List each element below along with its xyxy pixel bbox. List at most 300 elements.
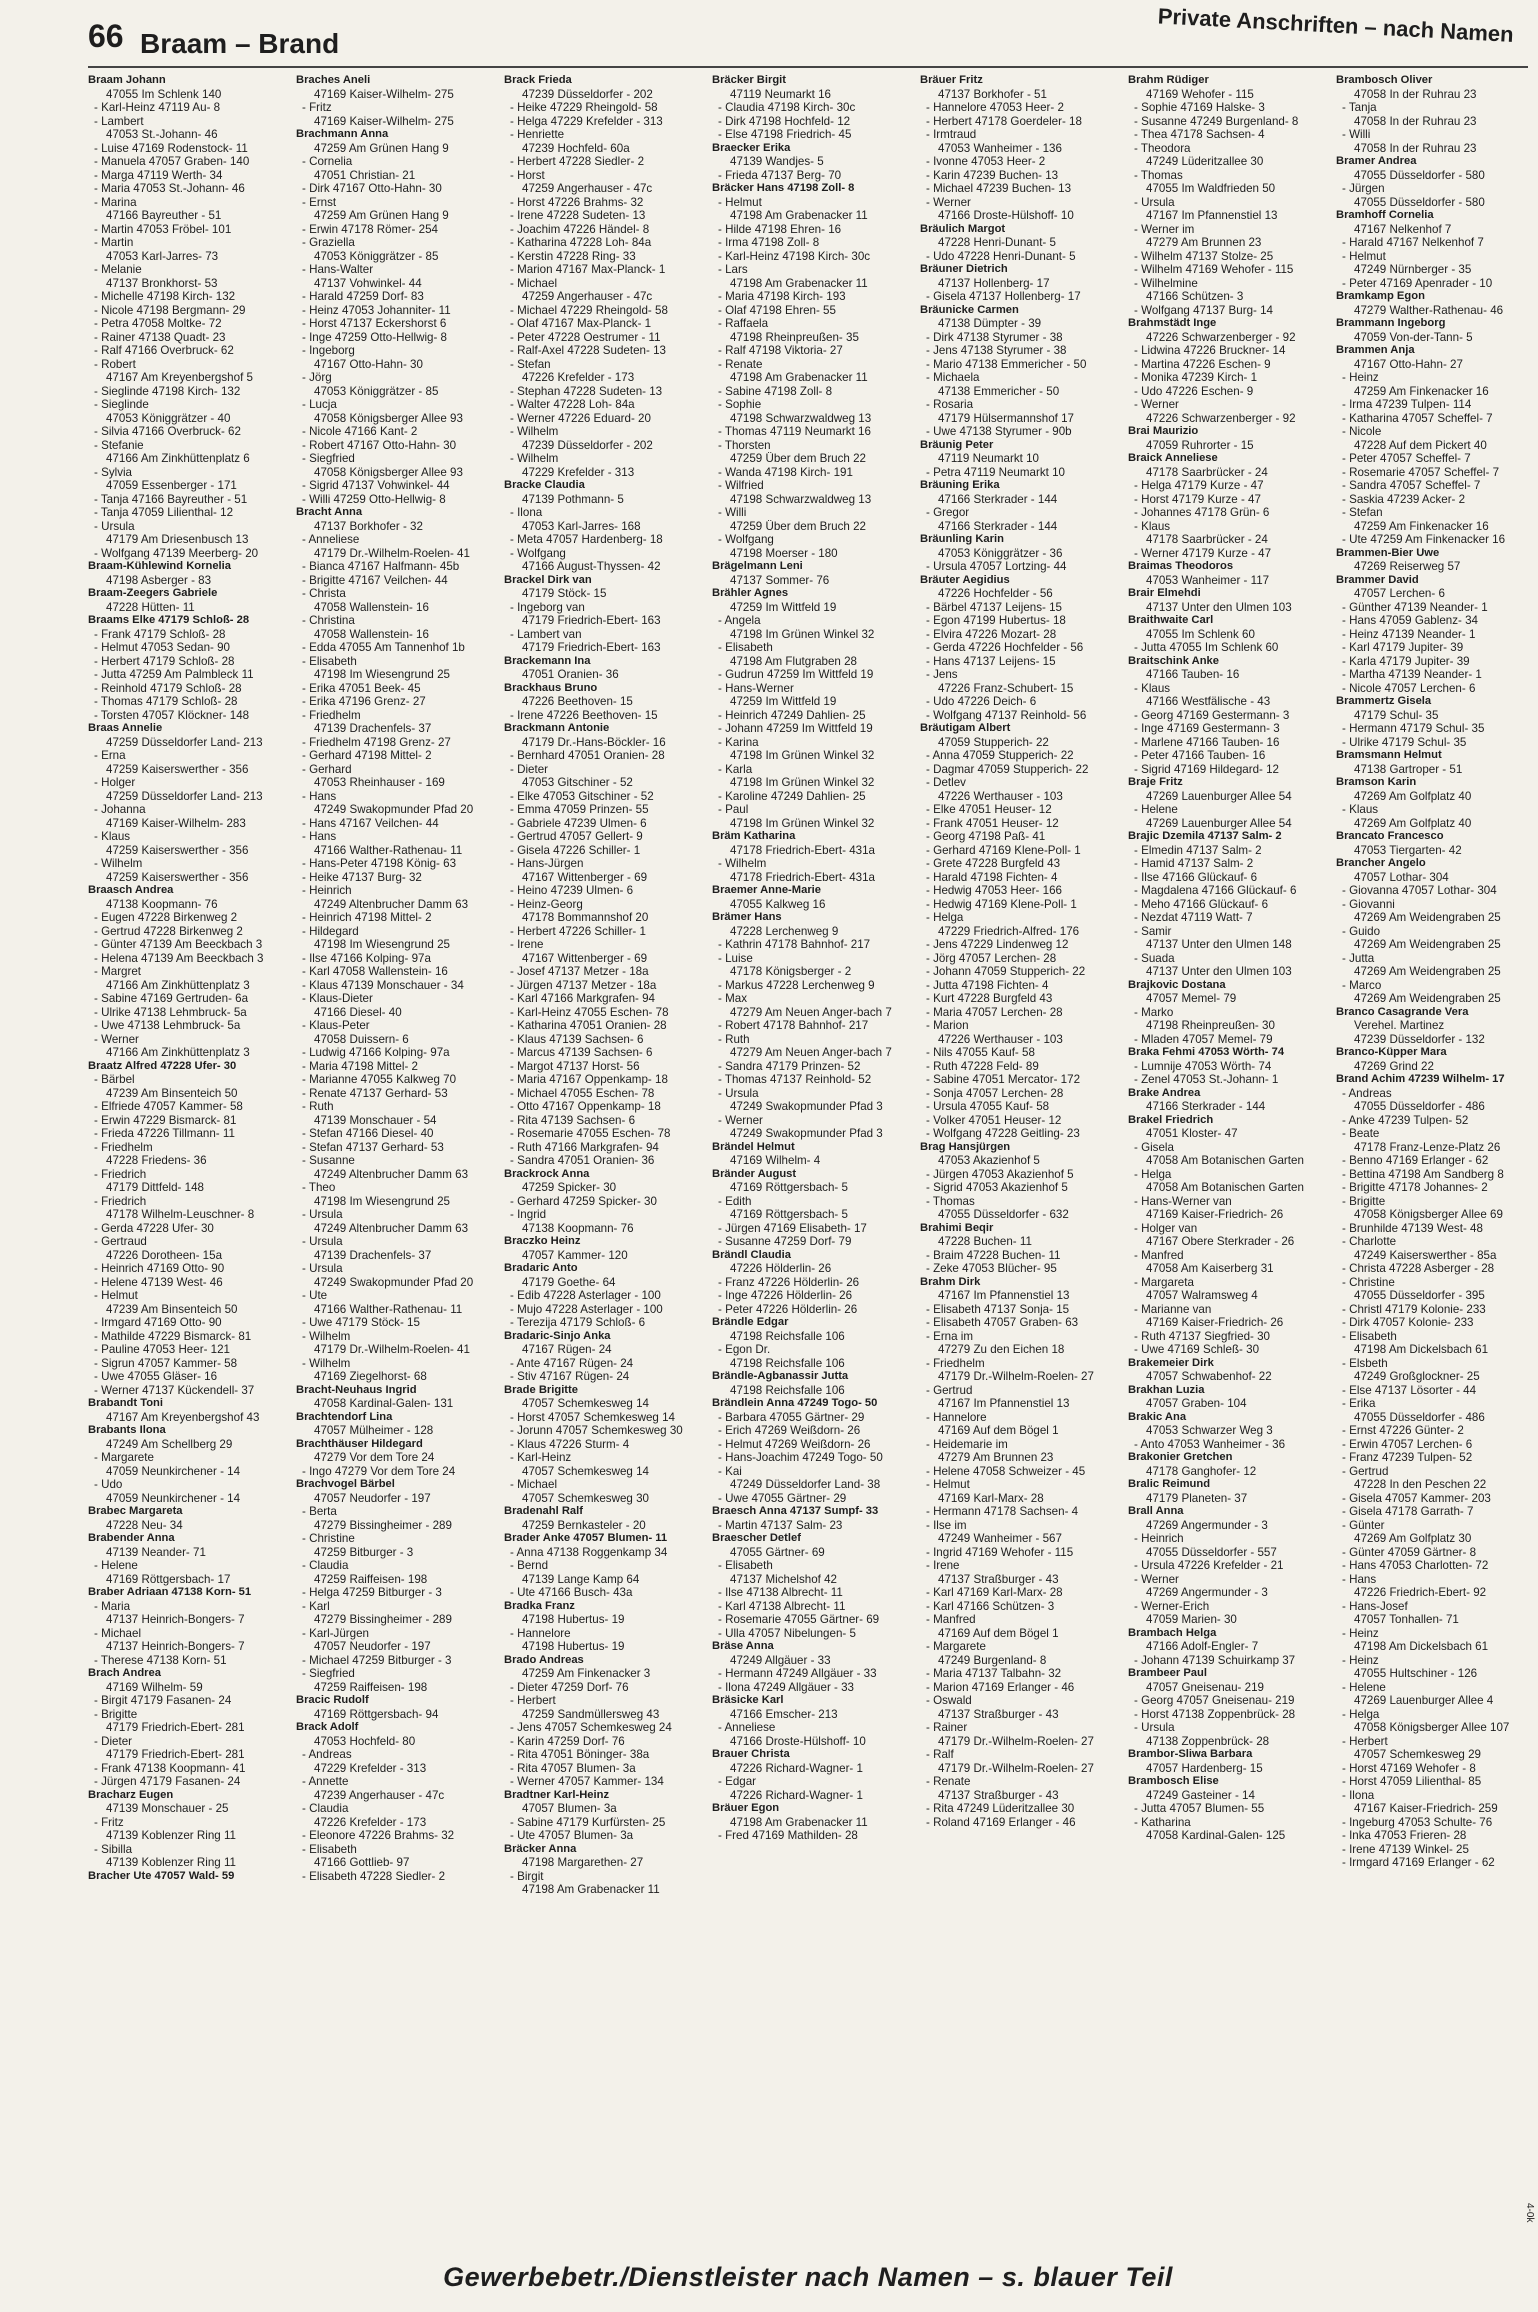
entry-address: 47179 Dr.-Wilhelm-Roelen- 41 bbox=[314, 1343, 470, 1356]
entry-address: 47169 Wehofer - 115 bbox=[1146, 87, 1254, 101]
entry-person: - Werner bbox=[94, 1032, 139, 1046]
entry-address: 47138 Zoppenbrück- 28 bbox=[1146, 1734, 1270, 1748]
entry-surname: Bräunicke Carmen bbox=[920, 303, 1019, 316]
entry-person: - Wolfgang bbox=[718, 533, 774, 546]
entry-address: 47059 Neunkirchener - 14 bbox=[106, 1464, 241, 1478]
entry-person: - Ursula bbox=[302, 1235, 343, 1248]
entry-person: - Claudia bbox=[302, 1802, 349, 1815]
entry-address: 47169 Kaiser-Wilhelm- 275 bbox=[314, 114, 454, 128]
entry-person: - Christa bbox=[302, 587, 346, 600]
entry-surname: Braasch Andrea bbox=[88, 884, 174, 896]
entry-person: - Jutta 47259 Am Palmbleck 11 bbox=[94, 668, 254, 681]
entry-address: 47137 Borkhofer - 32 bbox=[314, 519, 423, 533]
entry-person: - Hannelore 47053 Heer- 2 bbox=[926, 101, 1064, 114]
entry-person: - Wilhelm 47169 Wehofer - 115 bbox=[1134, 263, 1294, 276]
entry-person: - Volker 47051 Heuser- 12 bbox=[926, 1113, 1062, 1127]
entry-person: - Marco bbox=[1342, 978, 1382, 992]
entry-address: 47279 Walther-Rathenau- 46 bbox=[1354, 303, 1504, 317]
entry-address: 47198 Am Grabenacker 11 bbox=[730, 209, 868, 222]
entry-person: - Max bbox=[718, 992, 747, 1005]
entry-person: - Ilona 47249 Allgäuer - 33 bbox=[718, 1680, 854, 1694]
entry-address: 47259 Im Wittfeld 19 bbox=[730, 600, 837, 614]
entry-person: - Klaus 47139 Monschauer - 34 bbox=[302, 978, 464, 992]
entry-address: 47249 Gasteiner - 14 bbox=[1146, 1788, 1255, 1802]
entry-person: - Anke 47239 Tulpen- 52 bbox=[1342, 1113, 1469, 1127]
entry-address: 47228 Buchen- 11 bbox=[938, 1235, 1032, 1248]
entry-person: - Olaf 47198 Ehren- 55 bbox=[718, 303, 836, 317]
entry-person: - Margarete bbox=[94, 1451, 154, 1464]
entry-person: - Ursula 47055 Kauf- 58 bbox=[926, 1100, 1050, 1113]
entry-surname: Braatz Alfred 47228 Ufer- 30 bbox=[88, 1059, 237, 1072]
entry-surname: Brahm Dirk bbox=[920, 1275, 981, 1288]
directory-column bbox=[88, 74, 280, 2250]
entry-person: - Stiv 47167 Rügen- 24 bbox=[510, 1370, 630, 1383]
entry-person: - Pauline 47053 Heer- 121 bbox=[94, 1343, 230, 1356]
entry-person: - Ruth 47166 Markgrafen- 94 bbox=[510, 1140, 659, 1154]
entry-person: - Jörg 47057 Lerchen- 28 bbox=[926, 951, 1057, 965]
entry-surname: Braimas Theodoros bbox=[1128, 560, 1234, 572]
entry-surname: Brambosch Elise bbox=[1128, 1775, 1219, 1787]
entry-person: - Sigrun 47057 Kammer- 58 bbox=[94, 1356, 238, 1370]
entry-address: 47058 Wallenstein- 16 bbox=[314, 600, 429, 614]
entry-surname: Brähler Agnes bbox=[712, 587, 789, 599]
entry-address: 47249 Swakopmunder Pfad 3 bbox=[730, 1127, 883, 1140]
entry-person: - Margarete bbox=[926, 1640, 986, 1653]
entry-address: 47169 Kaiser-Wilhelm- 283 bbox=[106, 816, 246, 830]
entry-person: - Theodora bbox=[1134, 141, 1191, 155]
entry-person: - Karoline 47249 Dahlien- 25 bbox=[718, 789, 866, 803]
entry-surname: Bräcker Birgit bbox=[712, 74, 786, 86]
entry-person: - Karl-Heinz 47055 Eschen- 78 bbox=[510, 1005, 669, 1019]
entry-person: - Michael 47239 Buchen- 13 bbox=[926, 182, 1072, 195]
entry-person: - Hans bbox=[1342, 1572, 1377, 1586]
entry-person: - Michelle 47198 Kirch- 132 bbox=[94, 290, 236, 303]
entry-person: - Sonja 47057 Lerchen- 28 bbox=[926, 1086, 1064, 1100]
directory-column bbox=[1336, 74, 1528, 2250]
entry-person: - Irmgard 47169 Otto- 90 bbox=[94, 1316, 222, 1329]
entry-surname: Braches Aneli bbox=[296, 74, 371, 86]
entry-person: - Helga bbox=[926, 911, 964, 924]
entry-surname: Brammen Anja bbox=[1336, 344, 1415, 356]
entry-person: - Heino 47239 Ulmen- 6 bbox=[510, 884, 634, 897]
entry-address: 47169 Ziegelhorst- 68 bbox=[314, 1370, 427, 1383]
entry-person: - Wolfgang bbox=[510, 546, 566, 560]
entry-person: - Olaf 47167 Max-Planck- 1 bbox=[510, 317, 652, 330]
entry-person: - Elsbeth bbox=[1342, 1356, 1388, 1370]
entry-person: - Jürgen bbox=[1342, 182, 1385, 195]
entry-person: - Emma 47059 Prinzen- 55 bbox=[510, 803, 649, 816]
entry-address: 47137 Michelshof 42 bbox=[730, 1572, 837, 1586]
entry-address: 47053 Wanheimer - 136 bbox=[938, 141, 1062, 155]
entry-address: 47279 Vor dem Tore 24 bbox=[314, 1451, 435, 1464]
entry-person: - Margret bbox=[94, 965, 142, 978]
entry-person: - Hilde 47198 Ehren- 16 bbox=[718, 222, 842, 236]
entry-address: 47259 Kaiserswerther - 356 bbox=[106, 762, 249, 776]
entry-person: - Gudrun 47259 Im Wittfeld 19 bbox=[718, 668, 874, 681]
entry-person: - Kerstin 47228 Ring- 33 bbox=[510, 249, 636, 263]
entry-surname: Brammann Ingeborg bbox=[1336, 317, 1446, 329]
entry-surname: Brakemeier Dirk bbox=[1128, 1356, 1214, 1369]
entry-address: 47269 Angermunder - 3 bbox=[1146, 1586, 1268, 1599]
entry-person: - Gertrud 47057 Gellert- 9 bbox=[510, 830, 643, 843]
entry-person: - Hildegard bbox=[302, 924, 359, 938]
section-title: Private Anschriften – nach Namen bbox=[1156, 3, 1514, 47]
entry-person: - Ulrike 47138 Lehmbruck- 5a bbox=[94, 1005, 247, 1019]
entry-person: - Frank 47179 Schloß- 28 bbox=[94, 627, 226, 641]
entry-address: 47198 Am Flutgraben 28 bbox=[730, 654, 857, 668]
entry-surname: Bracht-Neuhaus Ingrid bbox=[296, 1383, 417, 1396]
entry-surname: Brabandt Toni bbox=[88, 1397, 163, 1409]
entry-address: 47167 Im Pfannenstiel 13 bbox=[1146, 209, 1278, 222]
entry-surname: Braitschink Anke bbox=[1128, 654, 1219, 667]
entry-person: - Therese 47138 Korn- 51 bbox=[94, 1653, 227, 1667]
entry-person: - Braim 47228 Buchen- 11 bbox=[926, 1248, 1061, 1262]
entry-address: 47137 Sommer- 76 bbox=[730, 573, 830, 587]
entry-person: - Rosemarie 47055 Eschen- 78 bbox=[510, 1127, 671, 1140]
entry-person: - Karl 47166 Schützen- 3 bbox=[926, 1599, 1055, 1613]
entry-person: - Irene bbox=[510, 938, 544, 951]
entry-address: 47138 Koopmann- 76 bbox=[522, 1221, 634, 1235]
entry-person: - Mario 47138 Emmericher - 50 bbox=[926, 357, 1087, 371]
entry-address: 47137 Heinrich-Bongers- 7 bbox=[106, 1640, 245, 1653]
entry-surname: Braas Annelie bbox=[88, 722, 163, 734]
entry-address: 47259 Spicker- 30 bbox=[522, 1181, 617, 1194]
entry-person: - Christine bbox=[1342, 1275, 1395, 1289]
entry-address: 47259 Bitburger - 3 bbox=[314, 1545, 414, 1559]
entry-person: - Hermann 47178 Sachsen- 4 bbox=[926, 1505, 1079, 1518]
entry-address: 47137 Straßburger - 43 bbox=[938, 1788, 1059, 1802]
entry-person: - Fritz bbox=[94, 1815, 124, 1829]
entry-address: 47226 Werthauser - 103 bbox=[938, 1032, 1063, 1046]
entry-address: 47198 Im Grünen Winkel 32 bbox=[730, 749, 875, 762]
entry-address: 47279 Bissingheimer - 289 bbox=[314, 1518, 452, 1532]
entry-person: - Silvia 47166 Overbruck- 62 bbox=[94, 425, 241, 438]
entry-address: 47057 Schemkesweg 30 bbox=[522, 1491, 649, 1505]
entry-address: 47053 Rheinhauser - 169 bbox=[314, 776, 445, 789]
entry-person: - Brigitte bbox=[1342, 1194, 1386, 1208]
entry-person: - Gisela 47226 Schiller- 1 bbox=[510, 843, 641, 857]
entry-person: - Ante 47167 Rügen- 24 bbox=[510, 1356, 634, 1370]
entry-person: - Elke 47051 Heuser- 12 bbox=[926, 803, 1052, 816]
entry-person: - Meho 47166 Glückauf- 6 bbox=[1134, 897, 1269, 911]
entry-person: - Else 47198 Friedrich- 45 bbox=[718, 128, 852, 141]
entry-person: - Gertrud 47228 Birkenweg 2 bbox=[94, 924, 243, 938]
entry-address: 47279 Am Neuen Anger-bach 7 bbox=[730, 1046, 892, 1059]
entry-address: 47279 Am Brunnen 23 bbox=[1146, 236, 1262, 249]
entry-address: 47249 Düsseldorfer Land- 38 bbox=[730, 1478, 881, 1491]
entry-address: 47058 Am Kaiserberg 31 bbox=[1146, 1262, 1274, 1275]
entry-address: 47138 Dümpter - 39 bbox=[938, 317, 1042, 330]
directory-column bbox=[504, 74, 696, 2250]
entry-person: - Ulla 47057 Nibelungen- 5 bbox=[718, 1626, 856, 1640]
entry-address: 47178 Friedrich-Ebert- 431a bbox=[730, 870, 876, 884]
entry-person: - Giovanna 47057 Lothar- 304 bbox=[1342, 884, 1497, 897]
entry-person: - Hans 47167 Veilchen- 44 bbox=[302, 816, 439, 830]
entry-person: - Elisabeth bbox=[302, 654, 357, 668]
entry-person: - Hans-Peter 47198 König- 63 bbox=[302, 857, 457, 870]
entry-address: 47058 In der Ruhrau 23 bbox=[1354, 141, 1477, 155]
entry-person: - Willi bbox=[718, 506, 747, 519]
entry-address: 47259 Kaiserswerther - 356 bbox=[106, 870, 249, 884]
entry-address: 47167 Otto-Hahn- 30 bbox=[314, 357, 423, 371]
entry-person: - Johann 47059 Stupperich- 22 bbox=[926, 965, 1086, 978]
entry-address: 47057 Neudorfer - 197 bbox=[314, 1640, 431, 1653]
entry-surname: Brackrock Anna bbox=[504, 1167, 590, 1180]
entry-person: - Ilse 47166 Glückauf- 6 bbox=[1134, 870, 1258, 884]
entry-person: - Günter 47059 Gärtner- 8 bbox=[1342, 1545, 1477, 1559]
entry-person: - Gisela 47057 Kammer- 203 bbox=[1342, 1491, 1491, 1505]
entry-address: 47249 Burgenland- 8 bbox=[938, 1653, 1047, 1667]
entry-address: 47178 Königsberger - 2 bbox=[730, 965, 852, 978]
entry-person: - Horst 47169 Wehofer - 8 bbox=[1342, 1761, 1476, 1775]
entry-address: 47249 Großglockner- 25 bbox=[1354, 1370, 1480, 1383]
entry-address: 47139 Drachenfels- 37 bbox=[314, 1248, 432, 1262]
entry-person: - Irene 47139 Winkel- 25 bbox=[1342, 1842, 1469, 1856]
entry-person: - Martin 47053 Fröbel- 101 bbox=[94, 222, 232, 236]
entry-surname: Braick Anneliese bbox=[1128, 452, 1218, 464]
entry-person: - Martina 47226 Eschen- 9 bbox=[1134, 357, 1271, 371]
entry-person: - Renate bbox=[926, 1775, 971, 1788]
entry-person: - Heidemarie im bbox=[926, 1437, 1008, 1451]
entry-person: - Susanne 47259 Dorf- 79 bbox=[718, 1235, 852, 1248]
entry-surname: Brag Hansjürgen bbox=[920, 1140, 1011, 1153]
entry-person: - Karla 47179 Jupiter- 39 bbox=[1342, 654, 1470, 668]
entry-person: - Hedwig 47053 Heer- 166 bbox=[926, 884, 1062, 897]
entry-address: 47169 Wilhelm- 4 bbox=[730, 1154, 821, 1167]
entry-person: - Fritz bbox=[302, 101, 332, 114]
entry-address: 47179 Friedrich-Ebert- 163 bbox=[522, 641, 661, 654]
entry-person: - Karina bbox=[718, 735, 759, 749]
entry-person: - Willi 47259 Otto-Hellwig- 8 bbox=[302, 492, 446, 506]
entry-address: 47055 Im Waldfrieden 50 bbox=[1146, 182, 1276, 195]
entry-person: - Herbert 47179 Schloß- 28 bbox=[94, 654, 235, 668]
entry-surname: Brändle-Agbanassir Jutta bbox=[712, 1370, 849, 1382]
entry-person: - Erna im bbox=[926, 1329, 974, 1343]
entry-person: - Erwin 47178 Römer- 254 bbox=[302, 222, 438, 236]
entry-person: - Luise 47169 Rodenstock- 11 bbox=[94, 141, 248, 155]
entry-surname: Brändle Edgar bbox=[712, 1316, 789, 1328]
entry-person: - Inge 47226 Hölderlin- 26 bbox=[718, 1289, 853, 1302]
entry-surname: Brachthäuser Hildegard bbox=[296, 1437, 423, 1450]
entry-person: - Uwe 47179 Stöck- 15 bbox=[302, 1316, 420, 1329]
entry-person: - Marina bbox=[94, 195, 137, 209]
entry-person: - Rita 47051 Böninger- 38a bbox=[510, 1748, 650, 1761]
entry-person: - Dirk 47138 Styrumer - 38 bbox=[926, 330, 1063, 344]
entry-surname: Braams Elke 47179 Schloß- 28 bbox=[88, 614, 250, 626]
entry-person: - Guido bbox=[1342, 924, 1381, 938]
entry-address: 47057 Lerchen- 6 bbox=[1354, 587, 1445, 600]
entry-person: - Elke 47053 Gitschiner - 52 bbox=[510, 789, 654, 803]
entry-address: 47228 Henri-Dunant- 5 bbox=[938, 236, 1056, 249]
entry-person: - Anneliese bbox=[302, 533, 360, 546]
entry-person: - Klaus bbox=[1134, 681, 1171, 695]
entry-surname: Brahimi Beqir bbox=[920, 1221, 994, 1234]
entry-person: - Frank 47051 Heuser- 12 bbox=[926, 816, 1059, 830]
entry-address: 47139 Monschauer - 54 bbox=[314, 1113, 437, 1127]
entry-person: - Annette bbox=[302, 1775, 349, 1788]
entry-address: 47057 Neudorfer - 197 bbox=[314, 1491, 431, 1505]
entry-person: - Erika 47196 Grenz- 27 bbox=[302, 695, 426, 708]
entry-person: - Ingeburg 47053 Schulte- 76 bbox=[1342, 1815, 1493, 1829]
entry-person: - Hans 47137 Leijens- 15 bbox=[926, 654, 1056, 668]
entry-person: - Ursula bbox=[302, 1208, 343, 1221]
entry-surname: Brade Brigitte bbox=[504, 1383, 578, 1396]
entry-person: - Horst 47137 Eckershorst 6 bbox=[302, 317, 447, 330]
entry-person: - Jürgen 47137 Metzer - 18a bbox=[510, 978, 657, 992]
entry-address: 47178 Saarbrücker - 24 bbox=[1146, 533, 1268, 546]
entry-person: - Friedhelm bbox=[302, 708, 361, 722]
entry-person: - Elisabeth bbox=[718, 641, 773, 654]
entry-person: - Mujo 47228 Asterlager - 100 bbox=[510, 1302, 663, 1316]
entry-surname: Brägelmann Leni bbox=[712, 560, 803, 572]
entry-person: - Udo 47226 Deich- 6 bbox=[926, 695, 1037, 708]
entry-address: 47166 Sterkrader - 144 bbox=[938, 492, 1058, 506]
entry-address: 47259 Am Grünen Hang 9 bbox=[314, 209, 449, 222]
entry-person: - Mladen 47057 Memel- 79 bbox=[1134, 1032, 1273, 1046]
entry-address: 47269 Lauenburger Allee 54 bbox=[1146, 789, 1292, 803]
entry-person: - Kurt 47228 Burgfeld 43 bbox=[926, 992, 1053, 1005]
entry-address: 47239 Düsseldorfer - 202 bbox=[522, 87, 653, 101]
entry-person: - Maria 47053 St.-Johann- 46 bbox=[94, 182, 245, 195]
entry-address: 47166 Droste-Hülshoff- 10 bbox=[938, 209, 1074, 222]
entry-person: - Elvira 47226 Mozart- 28 bbox=[926, 627, 1057, 641]
entry-address: 47259 Kaiserswerther - 356 bbox=[106, 843, 249, 857]
entry-person: - Wanda 47198 Kirch- 191 bbox=[718, 465, 853, 479]
entry-person: - Klaus 47226 Sturm- 4 bbox=[510, 1437, 630, 1451]
entry-address: 47228 Friedens- 36 bbox=[106, 1154, 207, 1167]
entry-surname: Brändl Claudia bbox=[712, 1248, 791, 1261]
entry-person: - Johann 47259 Im Wittfeld 19 bbox=[718, 722, 873, 735]
entry-person: - Sabine 47179 Kurfürsten- 25 bbox=[510, 1815, 666, 1829]
entry-address: 47059 Essenberger - 171 bbox=[106, 479, 237, 492]
entry-person: - Lambert bbox=[94, 114, 144, 128]
entry-person: - Anneliese bbox=[718, 1721, 776, 1734]
entry-person: - Klaus-Dieter bbox=[302, 992, 373, 1005]
entry-person: - Ernst bbox=[302, 195, 337, 209]
entry-address: 47166 Sterkrader - 144 bbox=[1146, 1100, 1266, 1113]
entry-person: - Günter 47139 Am Beeckbach 3 bbox=[94, 938, 263, 951]
entry-address: 47139 Neander- 71 bbox=[106, 1545, 206, 1559]
entry-address: 47269 Am Weidengraben 25 bbox=[1354, 938, 1501, 951]
entry-surname: Brach Andrea bbox=[88, 1667, 161, 1679]
entry-person: - Horst 47057 Schemkesweg 14 bbox=[510, 1410, 675, 1424]
entry-address: 47169 Röttgersbach- 5 bbox=[730, 1208, 848, 1221]
entry-address: 47139 Koblenzer Ring 11 bbox=[106, 1856, 236, 1869]
entry-person: - Wilhelmine bbox=[1134, 276, 1198, 290]
entry-person: - Peter 47057 Scheffel- 7 bbox=[1342, 452, 1471, 465]
entry-address: 47198 Im Wiesengrund 25 bbox=[314, 1194, 450, 1208]
entry-person: - Heinz bbox=[1342, 1653, 1379, 1667]
entry-address: 47179 Dr.-Wilhelm-Roelen- 27 bbox=[938, 1761, 1094, 1775]
entry-address: 47269 Reiserweg 57 bbox=[1354, 560, 1461, 573]
entry-person: - Klaus 47139 Sachsen- 6 bbox=[510, 1032, 644, 1046]
entry-address: 47137 Vohwinkel- 44 bbox=[314, 276, 422, 290]
entry-person: - Karla bbox=[718, 762, 753, 776]
entry-person: - Sophie 47169 Halske- 3 bbox=[1134, 101, 1265, 114]
entry-person: - Ruth bbox=[302, 1100, 334, 1113]
entry-person: - Karl bbox=[302, 1599, 330, 1613]
entry-person: - Petra 47058 Moltke- 72 bbox=[94, 317, 222, 330]
entry-person: - Sibilla bbox=[94, 1842, 133, 1856]
entry-person: - Heike 47137 Burg- 32 bbox=[302, 870, 422, 884]
entry-address: 47269 Grind 22 bbox=[1354, 1059, 1434, 1073]
entry-surname: Bräcker Anna bbox=[504, 1842, 577, 1855]
entry-surname: Brammen-Bier Uwe bbox=[1336, 546, 1440, 559]
entry-address: 47057 Schemkesweg 29 bbox=[1354, 1748, 1481, 1761]
entry-address: 47249 Swakopmunder Pfad 20 bbox=[314, 1275, 474, 1289]
entry-address: 47139 Wandjes- 5 bbox=[730, 155, 824, 168]
entry-person: - Sandra 47179 Prinzen- 52 bbox=[718, 1059, 861, 1073]
entry-address: 47166 Droste-Hülshoff- 10 bbox=[730, 1734, 866, 1748]
entry-address: 47226 Hölderlin- 26 bbox=[730, 1262, 832, 1275]
entry-address: 47228 In den Peschen 22 bbox=[1354, 1478, 1487, 1491]
entry-surname: Bräuter Aegidius bbox=[920, 573, 1010, 586]
entry-person: - Roland 47169 Erlanger - 46 bbox=[926, 1815, 1076, 1829]
entry-address: 47053 Karl-Jarres- 73 bbox=[106, 249, 219, 263]
entry-surname: Braam-Zeegers Gabriele bbox=[88, 587, 218, 599]
entry-person: - Heinz bbox=[1342, 1626, 1379, 1640]
entry-address: 47198 Im Wiesengrund 25 bbox=[314, 668, 450, 681]
entry-person: - Sandra 47057 Scheffel- 7 bbox=[1342, 479, 1481, 492]
entry-address: 47239 Am Binsenteich 50 bbox=[106, 1086, 238, 1100]
entry-person: - Elisabeth bbox=[718, 1559, 773, 1572]
entry-surname: Brand Achim 47239 Wilhelm- 17 bbox=[1336, 1073, 1505, 1085]
entry-surname: Bramsmann Helmut bbox=[1336, 749, 1442, 761]
entry-person: - Bärbel bbox=[94, 1073, 135, 1086]
entry-address: 47166 Gottlieb- 97 bbox=[314, 1856, 410, 1869]
entry-address: 47198 Reichsfalle 106 bbox=[730, 1356, 845, 1370]
entry-person: - Marion 47169 Erlanger - 46 bbox=[926, 1680, 1075, 1694]
entry-address: 47198 Am Dickelsbach 61 bbox=[1354, 1640, 1489, 1653]
entry-person: - Ingo 47279 Vor dem Tore 24 bbox=[302, 1464, 456, 1478]
entry-person: - Helmut bbox=[94, 1289, 138, 1302]
entry-address: 47259 Am Finkenacker 16 bbox=[1354, 384, 1489, 398]
entry-person: - Stephan 47228 Sudeten- 13 bbox=[510, 384, 663, 398]
entry-person: - Helene bbox=[1134, 803, 1178, 816]
entry-person: - Frieda 47137 Berg- 70 bbox=[718, 168, 842, 182]
entry-address: 47269 Am Weidengraben 25 bbox=[1354, 965, 1501, 978]
entry-address: 47055 Gärtner- 69 bbox=[730, 1545, 825, 1559]
entry-address: 47249 Allgäuer - 33 bbox=[730, 1653, 831, 1667]
entry-person: - Klaus bbox=[1342, 803, 1379, 816]
entry-address: 47058 In der Ruhrau 23 bbox=[1354, 114, 1477, 128]
entry-person: - Helene 47058 Schweizer - 45 bbox=[926, 1464, 1086, 1478]
entry-person: - Helena 47139 Am Beeckbach 3 bbox=[94, 951, 264, 965]
entry-address: 47055 Düsseldorfer - 486 bbox=[1354, 1100, 1485, 1113]
entry-address: 47198 Schwarzwaldweg 13 bbox=[730, 492, 872, 506]
entry-address: 47053 Gitschiner - 52 bbox=[522, 776, 633, 789]
entry-person: - Herbert 47178 Goerdeler- 18 bbox=[926, 114, 1082, 128]
entry-address: 47053 Tiergarten- 42 bbox=[1354, 843, 1462, 857]
entry-person: - Paul bbox=[718, 803, 749, 816]
entry-person: - Jorunn 47057 Schemkesweg 30 bbox=[510, 1424, 683, 1437]
entry-person: - Werner 47179 Kurze - 47 bbox=[1134, 546, 1272, 560]
entry-surname: Brack Adolf bbox=[296, 1721, 359, 1733]
entry-address: 47226 Beethoven- 15 bbox=[522, 695, 633, 708]
entry-person: - Hans-Walter bbox=[302, 263, 374, 276]
entry-person: - Erika bbox=[1342, 1397, 1376, 1410]
entry-address: 47059 Von-der-Tann- 5 bbox=[1354, 330, 1473, 344]
entry-person: - Ralf 47198 Viktoria- 27 bbox=[718, 344, 843, 357]
entry-person: - Grete 47228 Burgfeld 43 bbox=[926, 857, 1061, 870]
entry-surname: Brahmstädt Inge bbox=[1128, 317, 1217, 329]
entry-surname: Bräse Anna bbox=[712, 1640, 774, 1652]
entry-person: - Elfriede 47057 Kammer- 58 bbox=[94, 1100, 243, 1113]
entry-surname: Bramer Andrea bbox=[1336, 155, 1417, 167]
entry-person: - Bianca 47167 Halfmann- 45b bbox=[302, 560, 460, 573]
entry-person: - Gisela 47178 Garrath- 7 bbox=[1342, 1505, 1474, 1518]
entry-address: 47119 Neumarkt 16 bbox=[730, 87, 831, 101]
